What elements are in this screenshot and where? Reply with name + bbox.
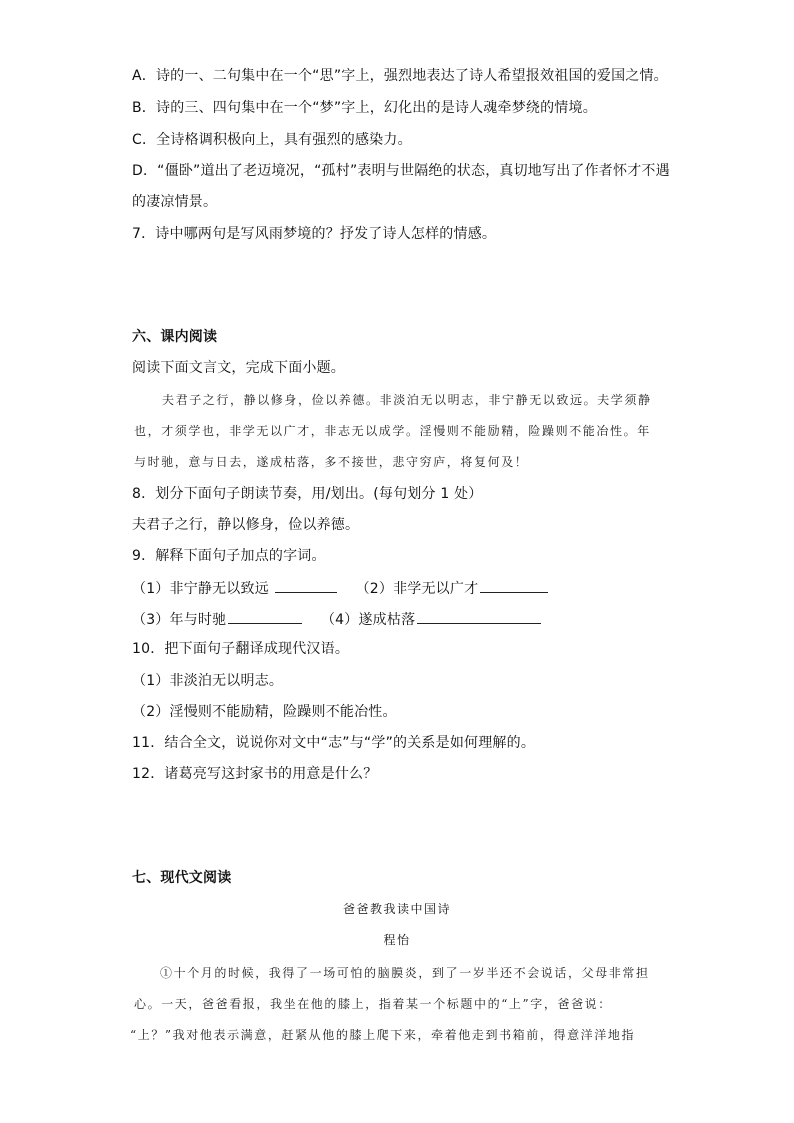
paragraph-1-line-3: “上？”我对他表示满意，赶紧从他的膝上爬下来，牵着他走到书箱前，得意洋洋地指 [130,1028,636,1042]
passage-line-2: 也，才须学也，非学无以广才，非志无以成学。淫慢则不能励精，险躁则不能冶性。年 [134,424,651,438]
question-10-1: （1）非淡泊无以明志。 [132,673,284,689]
answer-blank-9-1[interactable] [275,578,337,593]
article-author: 程怡 [383,933,411,947]
question-10-2: （2）淫慢则不能励精，险躁则不能冶性。 [132,704,397,720]
question-9-item-2: （2）非学无以广才 [355,581,479,597]
question-9-item-4: （4）遂成枯落 [320,612,416,628]
option-c: C．全诗格调积极向上，具有强烈的感染力。 [132,132,412,148]
section-6-heading: 六、课内阅读 [132,329,218,345]
question-8-sentence: 夫君子之行，静以修身，俭以养德。 [132,517,360,533]
option-d-line1: D．“僵卧”道出了老迈境况，“孤村”表明与世隔绝的状态，真切地写出了作者怀才不遇 [132,163,670,179]
question-9-item-1: （1）非宁静无以致远 [132,581,269,597]
question-9-row-2 [132,609,541,629]
option-d-line2: 的凄凉情景。 [132,194,218,210]
question-10: 10．把下面句子翻译成现代汉语。 [132,641,350,657]
option-a: A．诗的一、二句集中在一个“思”字上，强烈地表达了诗人希望报效祖国的爱国之情。 [132,68,668,84]
paragraph-1-line-2: 心。一天，爸爸看报，我坐在他的膝上，指着某一个标题中的“上”字，爸爸说： [134,997,612,1011]
article-title: 爸爸教我读中国诗 [342,902,451,916]
question-9-row-1 [132,578,548,598]
question-8: 8．划分下面句子朗读节奏，用/划出。(每句划分 1 处） [132,486,483,502]
answer-blank-9-4[interactable] [417,609,541,624]
passage-line-3: 与时驰，意与日去，遂成枯落，多不接世，悲守穷庐，将复何及！ [134,455,529,469]
section-7-heading: 七、现代文阅读 [132,870,232,886]
passage-line-1: 夫君子之行，静以修身，俭以养德。非淡泊无以明志，非宁静无以致远。夫学须静 [162,393,652,407]
question-11: 11．结合全文，说说你对文中“志”与“学”的关系是如何理解的。 [132,735,536,751]
question-9-item-3: （3）年与时驰 [132,612,227,628]
option-b: B．诗的三、四句集中在一个“梦”字上，幻化出的是诗人魂牵梦绕的情境。 [132,100,597,116]
answer-blank-9-2[interactable] [480,578,548,593]
question-7: 7．诗中哪两句是写风雨梦境的？抒发了诗人怎样的情感。 [132,226,497,242]
question-9: 9．解释下面句子加点的字词。 [132,548,326,564]
paragraph-1-line-1: ①十个月的时候，我得了一场可怕的脑膜炎，到了一岁半还不会说话，父母非常担 [160,966,650,980]
answer-blank-9-3[interactable] [228,609,302,624]
section-6-intro: 阅读下面文言文，完成下面小题。 [132,360,345,376]
question-12: 12．诸葛亮写这封家书的用意是什么？ [132,766,378,782]
